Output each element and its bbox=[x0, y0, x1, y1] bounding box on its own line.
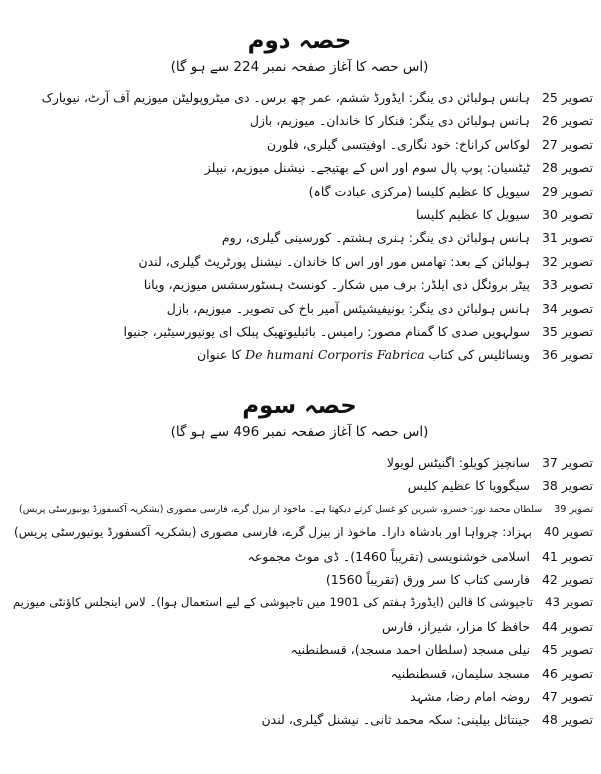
figure-label: تصویر 37 bbox=[541, 454, 593, 470]
list-item bbox=[6, 545, 593, 568]
figure-caption: تاجپوشی کا قالین (ایڈورڈ ہفتم کی 1901 میں تاجپوشی کے لیے استعمال ہوا)۔ لاس اینجلس کاؤنٹی میوزیم bbox=[12, 595, 534, 610]
figure-label: تصویر 25 bbox=[541, 90, 593, 105]
figure-label: تصویر 26 bbox=[541, 113, 593, 129]
figure-label: تصویر 45 bbox=[541, 642, 593, 658]
figure-label: تصویر 40 bbox=[543, 525, 593, 540]
section-title: حصہ دوم bbox=[247, 28, 352, 54]
figure-caption: کا عنوان bbox=[197, 347, 242, 363]
figure-label: تصویر 42 bbox=[541, 571, 593, 587]
list-item bbox=[6, 662, 593, 685]
list-item bbox=[6, 180, 593, 203]
figure-caption: سانچیز کویلو: اگنیٹس لویولا bbox=[386, 454, 530, 470]
section-subtitle: (اس حصہ کا آغاز صفحہ نمبر 224 سے ہو گا) bbox=[170, 59, 429, 75]
figure-caption: سیگوویا کا عظیم کلیس bbox=[407, 478, 530, 494]
figure-caption: نیلی مسجد (سلطان احمد مسجد)، قسطنطنیہ bbox=[290, 642, 530, 658]
figure-caption: لوکاس کراناخ: خود نگاری۔ اوفیتسی گیلری، فلورن bbox=[266, 136, 530, 152]
figure-label: تصویر 30 bbox=[541, 207, 593, 223]
figure-caption: بہزاد: چرواہا اور بادشاہ دارا۔ ماخوذ از بیزل گرے، فارسی مصوری (بشکریہ آکسفورڈ یونیورسٹی پریس) bbox=[14, 525, 532, 540]
figure-caption: ہولبائن کے بعد: تھامس مور اور اس کا خاندان۔ نیشنل پورٹریٹ گیلری، لندن bbox=[138, 253, 530, 269]
figure-label: تصویر 46 bbox=[541, 665, 593, 681]
figure-label: تصویر 29 bbox=[541, 183, 593, 199]
figure-caption: مسجد سلیمان، قسطنطنیہ bbox=[390, 665, 530, 681]
figure-caption: روضہ امام رضا، مشہد bbox=[410, 688, 530, 704]
list-item bbox=[6, 320, 593, 343]
list-item bbox=[6, 109, 593, 132]
figure-caption: ہانس ہولبائن دی ینگر: ایڈورڈ ششم، عمر چھ برس۔ دی میٹروپولیٹن میوزیم آف آرٹ، نیویارک bbox=[41, 90, 530, 105]
figure-label: تصویر 33 bbox=[541, 277, 593, 293]
list-item bbox=[6, 638, 593, 661]
section-subtitle: (اس حصہ کا آغاز صفحہ نمبر 496 سے ہو گا) bbox=[170, 423, 429, 440]
figure-label: تصویر 28 bbox=[541, 160, 593, 176]
figure-label: تصویر 48 bbox=[541, 712, 593, 728]
figure-label: تصویر 47 bbox=[541, 688, 593, 704]
figure-label: تصویر 35 bbox=[541, 324, 593, 340]
figure-label: تصویر 43 bbox=[545, 595, 593, 610]
figure-label: تصویر 31 bbox=[541, 230, 593, 246]
figure-caption: ہانس ہولبائن دی ینگر: ہنری ہشتم۔ کورسینی گیلری، روم bbox=[221, 230, 530, 246]
figure-label: تصویر 41 bbox=[541, 548, 593, 564]
figure-label: تصویر 44 bbox=[541, 618, 593, 634]
list-item bbox=[6, 521, 593, 544]
figure-caption: فارسی کتاب کا سر ورق (تقریباً 1560) bbox=[325, 571, 530, 587]
section-title: حصہ سوم bbox=[242, 392, 357, 419]
section-part-two bbox=[6, 26, 593, 367]
figure-caption: سیویل کا عظیم کلیسا (مرکزی عبادت گاہ) bbox=[308, 183, 530, 199]
list-item bbox=[6, 203, 593, 226]
figure-caption: اسلامی خوشنویسی (تقریباً 1460)۔ ڈی موٹ مجموعہ bbox=[247, 548, 530, 564]
figure-list bbox=[6, 86, 593, 367]
figure-caption: سیویل کا عظیم کلیسا bbox=[416, 207, 530, 223]
list-item bbox=[6, 568, 593, 591]
figure-caption: ہانس ہولبائن دی ینگر: فنکار کا خاندان۔ میوزیم، بازل bbox=[249, 113, 530, 129]
list-item bbox=[6, 250, 593, 273]
list-item bbox=[6, 591, 593, 614]
list-item bbox=[6, 297, 593, 320]
figure-caption: ویسائلیس کی کتاب bbox=[428, 347, 530, 363]
list-item bbox=[6, 451, 593, 474]
figure-caption: پیٹر بروئگل دی ایلڈر: برف میں شکار۔ کونسٹ ہسٹورسشس میوزیم، ویانا bbox=[143, 277, 530, 293]
list-item bbox=[6, 273, 593, 296]
figure-caption: سلطان محمد نور: خسرو، شیرین کو غسل کرتے دیکھتا ہے۔ ماخوذ از بیزل گرے، فارسی مصوری (بشکریہ آکسفورڈ یونیورسٹی پریس) bbox=[19, 503, 543, 515]
figure-list bbox=[6, 451, 593, 732]
figure-caption: ٹیٹسیان: پوپ پال سوم اور اس کے بھتیجے۔ نیشنل میوزیم، نیپلز bbox=[204, 160, 530, 176]
list-item bbox=[6, 685, 593, 708]
latin-book-title: De humani Corporis Fabrica bbox=[245, 347, 425, 363]
figure-label: تصویر 32 bbox=[541, 253, 593, 269]
list-item bbox=[6, 615, 593, 638]
figure-label: تصویر 34 bbox=[541, 300, 593, 316]
section-part-three bbox=[6, 391, 593, 732]
figure-label: تصویر 38 bbox=[541, 478, 593, 494]
figure-label: تصویر 39 bbox=[554, 503, 593, 515]
figure-caption: جینتائل بیلینی: سکہ محمد ثانی۔ نیشنل گیلری، لندن bbox=[261, 712, 530, 728]
figure-caption: سولہویں صدی کا گمنام مصور: رامیس۔ بائبلیوتھیک پبلک ای یونیورسیٹیر، جنیوا bbox=[123, 324, 530, 340]
list-item bbox=[6, 226, 593, 249]
list-item bbox=[6, 133, 593, 156]
figure-caption: حافظ کا مزار، شیراز، فارس bbox=[382, 618, 530, 634]
list-item bbox=[6, 343, 593, 366]
list-item bbox=[6, 86, 593, 109]
figure-caption: ہانس ہولبائن دی ینگر: بونیفیشیئس آمیر باخ کی تصویر۔ میوزیم، بازل bbox=[166, 300, 530, 316]
list-item bbox=[6, 708, 593, 731]
figure-label: تصویر 36 bbox=[541, 347, 593, 363]
figure-label: تصویر 27 bbox=[541, 136, 593, 152]
list-item bbox=[6, 474, 593, 497]
list-item bbox=[6, 498, 593, 521]
list-item bbox=[6, 156, 593, 179]
